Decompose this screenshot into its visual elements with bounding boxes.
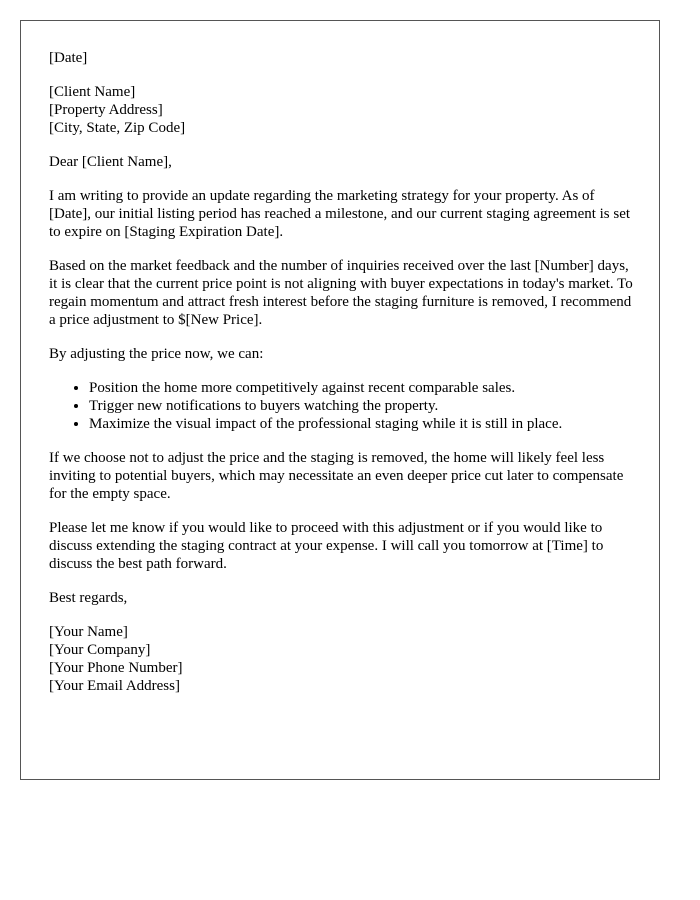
benefit-item: • Position the home more competitively against recent comparable sales. (89, 379, 639, 397)
letter-date-block (49, 49, 639, 67)
letter-date: [Date] (49, 50, 88, 66)
salutation: Dear [Client Name], (49, 154, 172, 170)
recipient-city-state-zip: [City, State, Zip Code] (49, 120, 186, 136)
closing-paragraph-1: If we choose not to adjust the price and the staging is removed, the home will likely feel less inviting to potential buyers, which may necessitate an even deeper price cut later to compensate for the empty space. (49, 450, 624, 502)
sender-phone: [Your Phone Number] (49, 660, 183, 676)
recipient-address: [Property Address] (49, 102, 163, 118)
sender-company: [Your Company] (49, 642, 151, 658)
benefit-item: • Trigger new notifications to buyers watching the property. (89, 397, 639, 415)
letter-content (49, 49, 639, 711)
signoff: Best regards, (49, 590, 128, 606)
sender-email: [Your Email Address] (49, 678, 180, 694)
body-paragraph-2: Based on the market feedback and the number of inquiries received over the last [Number] days, it is clear that the current price point is not aligning with buyer expectations in today's market. To regain momentum and attract fresh interest before the staging furniture is removed, I recommend a price adjustment to $[New Price]. (49, 258, 633, 328)
sender-name: [Your Name] (49, 624, 128, 640)
benefits-list (49, 379, 639, 433)
body-paragraph-1: I am writing to provide an update regarding the marketing strategy for your property. As of [Date], our initial listing period has reached a milestone, and our current staging agreement is set to expire on [Staging Expiration Date]. (49, 188, 631, 240)
closing-paragraph-2: Please let me know if you would like to proceed with this adjustment or if you would like to discuss extending the staging contract at your expense. I will call you tomorrow at [Time] to discuss the best path forward. (49, 520, 604, 572)
sender-signature-block (49, 623, 639, 695)
letter-page (20, 20, 660, 780)
recipient-address-block (49, 83, 639, 137)
recipient-name: [Client Name] (49, 84, 136, 100)
benefit-item: • Maximize the visual impact of the professional staging while it is still in place. (89, 415, 639, 433)
body-paragraph-3: By adjusting the price now, we can: (49, 346, 264, 362)
